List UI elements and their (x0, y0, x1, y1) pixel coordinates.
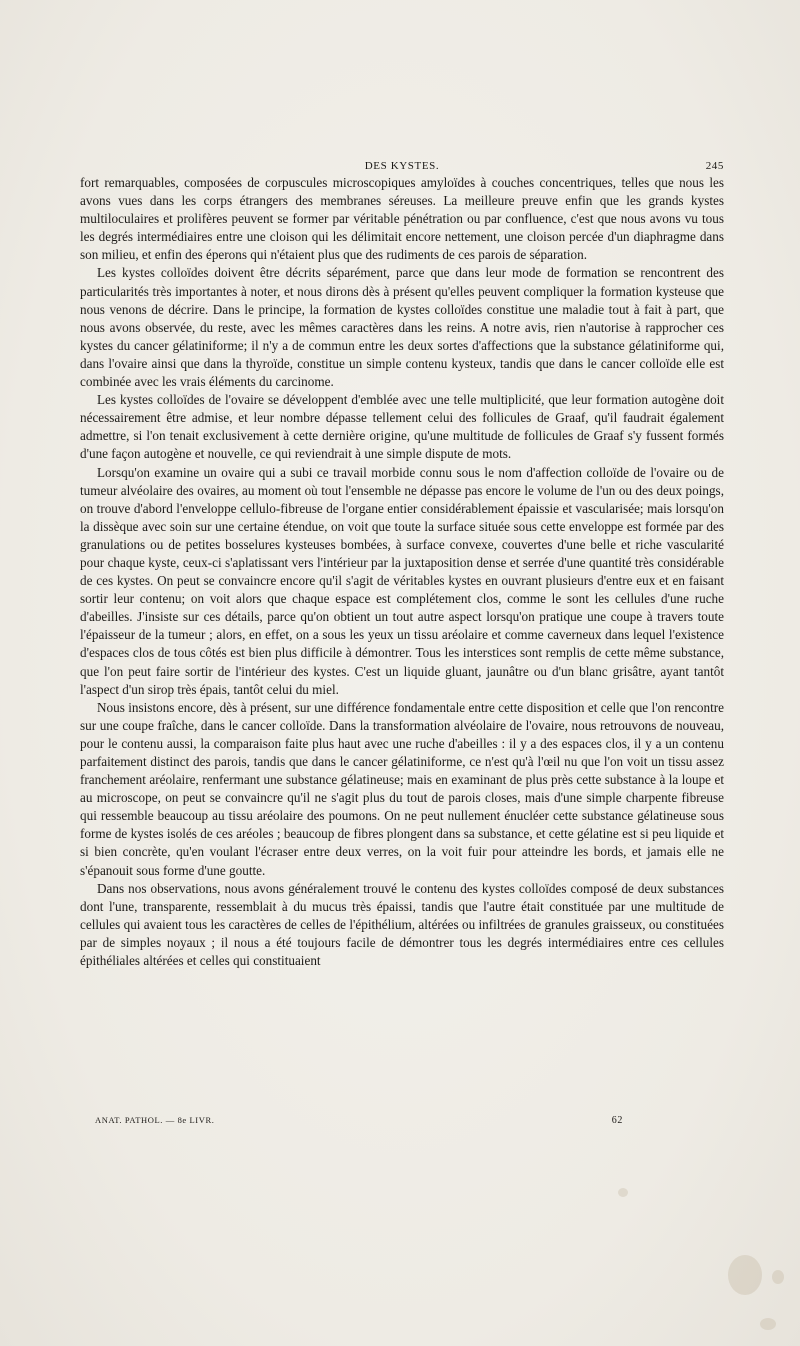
paragraph: Les kystes colloïdes de l'ovaire se développent d'emblée avec une telle multiplicité, que leur formation autogène doit nécessairement être admise, et leur nombre dépasse tellement celui des follicules de Graaf, qu'il faudrait également admettre, si l'on tenait exclusivement à cette dernière origine, qu'une multitude de follicules de Graaf s'y fussent formés d'une façon autogène et nouvelle, ce qui reviendrait à une simple dispute de mots. (80, 392, 724, 462)
foxing-stain (760, 1318, 776, 1330)
sheet-number: 62 (611, 1115, 623, 1126)
paragraph: Les kystes colloïdes doivent être décrits séparément, parce que dans leur mode de formation se rencontrent des particularités très importantes à noter, et nous dirons dès à présent qu'elles peuvent compliquer la formation kysteuse que nous venons de décrire. Dans le principe, la formation de kystes colloïdes constitue une maladie tout à fait à part, que nous avons observée, du reste, avec les mêmes caractères dans les reins. A notre avis, rien n'autorise à rapprocher ces kystes du cancer gélatiniforme; il n'y a de commun entre les deux sortes d'affections que la substance gélatiniforme qui, dans l'ovaire ainsi que dans la thyroïde, constitue un simple contenu kysteux, tandis que dans le cancer colloïde elle est combinée avec les vrais éléments du carcinome. (80, 265, 724, 390)
printer-signature: ANAT. PATHOL. — 8e LIVR. (95, 1115, 215, 1125)
foxing-stain (618, 1188, 628, 1197)
running-head (80, 160, 724, 174)
body-text (80, 174, 724, 970)
paragraph: Nous insistons encore, dès à présent, sur une différence fondamentale entre cette disposition et celle que l'on rencontre sur une coupe fraîche, dans le cancer colloïde. Dans la transformation alvéolaire de l'ovaire, nous retrouvons de nouveau, pour le contenu aussi, la comparaison faite plus haut avec une ruche d'abeilles : il y a des espaces clos, il y a un contenu parfaitement distinct des parois, tandis que dans le cancer gélatiniforme, ce n'est qu'à l'œil nu que l'on voit un tissu assez franchement aréolaire, renfermant une substance gélatineuse; mais en examinant de plus près cette substance à la loupe et au microscope, on peut se convaincre qu'il ne s'agit plus du tout de parois closes, mais d'une simple charpente fibreuse qui ressemble beaucoup au tissu aréolaire des poumons. On ne peut nullement énucléer cette substance gélatineuse sous forme de kystes isolés de ces aréoles ; beaucoup de fibres plongent dans sa substance, et cette gélatine est si peu liquide et si bien concrète, qu'en voulant l'écraser entre deux verres, on la voit fuir pour atteindre les bords, et jamais elle ne s'épanouit sous forme d'une goutte. (80, 699, 724, 878)
foxing-stain (772, 1270, 784, 1284)
foxing-stain (728, 1255, 762, 1295)
paragraph: fort remarquables, composées de corpuscules microscopiques amyloïdes à couches concentriques, telles que nous les avons vues dans les corps étrangers des membranes séreuses. La meilleure preuve enfin que les grands kystes multiloculaires et prolifères peuvent se former par véritable pénétration ou par confluence, c'est que nous avons vu tous les degrés intermédiaires entre une cloison qui les délimitait encore nettement, une cloison percée d'un diaphragme dans son milieu, et enfin des éperons qui n'étaient plus que des rudiments de ces parois de séparation. (80, 175, 724, 263)
page-footer (95, 1115, 623, 1127)
paragraph: Dans nos observations, nous avons généralement trouvé le contenu des kystes colloïdes composé de deux substances dont l'une, transparente, ressemblait à du mucus très épaissi, tandis que l'autre était constituée par une multitude de cellules qui avaient tous les caractères de celles de l'épithélium, altérées ou infiltrées de granules graisseux, ou constituées par de simples noyaux ; il nous a été toujours facile de démontrer tous les degrés intermédiaires entre ces cellules épithéliales altérées et celles qui constituaient (80, 880, 724, 969)
running-head-title: DES KYSTES. (364, 160, 440, 172)
paragraph: Lorsqu'on examine un ovaire qui a subi ce travail morbide connu sous le nom d'affection colloïde de l'ovaire ou de tumeur alvéolaire des ovaires, au moment où tout l'ensemble ne dépasse pas encore le volume de l'un ou des deux poings, on trouve d'abord l'enveloppe cellulo-fibreuse de l'organe entier considérablement épaissie et vascularisée; mais lorsqu'on la dissèque avec soin sur une certaine étendue, on voit que toute la surface située sous cette enveloppe est formée par des granulations ou de petites bosselures kysteuses bombées, à surface convexe, couvertes d'une belle et riche vascularité pour chaque kyste, ceux-ci s'aplatissant vers l'intérieur par la juxtaposition dense et serrée d'une quantité très considérable de ces kystes. On peut se convaincre encore qu'il s'agit de véritables kystes en ouvrant plusieurs d'entre eux et en faisant sortir leur contenu; on voit alors que chaque espace est complétement clos, comme le sont les cellules d'une ruche d'abeilles. J'insiste sur ces détails, parce qu'on obtient un tout autre aspect lorsqu'on pratique une coupe à travers toute l'épaisseur de la tumeur ; alors, en effet, on a sous les yeux un tissu aréolaire et comme caverneux dans lequel l'existence d'espaces clos de tous côtés est bien plus difficile à démontrer. Tous les interstices sont remplis de cette même substance, que l'on peut faire sortir de l'intérieur des kystes. C'est un liquide gluant, jaunâtre ou d'un blanc grisâtre, ayant tantôt l'aspect d'un sirop très épais, tantôt celui du miel. (80, 464, 724, 697)
page-number: 245 (705, 160, 724, 172)
